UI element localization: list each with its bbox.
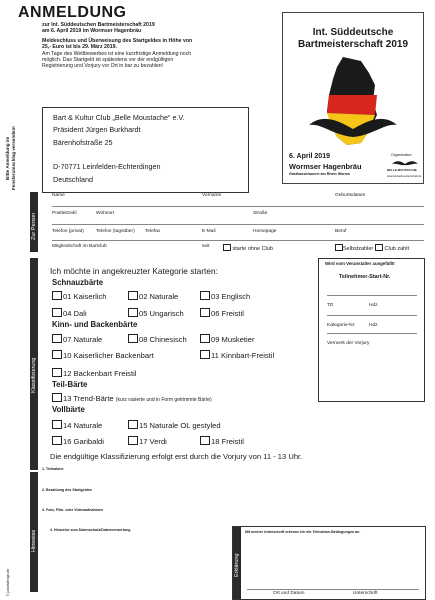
- erklaerung-label: Erklärung: [234, 553, 240, 577]
- category-15[interactable]: [128, 420, 221, 430]
- category-08-label: 08 Chinesisch: [139, 335, 187, 344]
- category-07-label: 07 Naturale: [63, 335, 103, 344]
- checkbox-03[interactable]: [200, 291, 210, 300]
- category-07[interactable]: [52, 334, 102, 344]
- header-line-2: am 6. April 2019 im Wormser Hagenbräu: [42, 28, 142, 34]
- label-geburtsdatum: Geburtsdatum: [335, 193, 366, 198]
- label-selbstzahler: Selbstzahler: [343, 246, 374, 252]
- poster-venue: Wormser Hagenbräu: [289, 162, 362, 171]
- category-09[interactable]: [200, 334, 254, 344]
- checkbox-04[interactable]: [52, 308, 62, 317]
- classification-band-label: Klassifizierung: [31, 357, 37, 393]
- category-04[interactable]: [52, 308, 87, 318]
- checkbox-11[interactable]: [200, 350, 210, 359]
- event-poster: [282, 12, 424, 184]
- checkbox-12[interactable]: [52, 368, 62, 377]
- deadline-line-1: Meldeschluss und Überweisung des Startgeldes in Höhe von: [42, 38, 193, 44]
- label-wohnort: Wohnort: [96, 211, 115, 216]
- classification-intro: Ich möchte in angekreuzter Kategorie starten:: [50, 266, 218, 276]
- category-01-label: 01 Kaiserlich: [63, 292, 107, 301]
- label-name: Name: [52, 193, 65, 198]
- hinweis-3-heading: 3. Foto, Film- oder Videoaufnahmen: [42, 508, 104, 512]
- category-18-label: 18 Freistil: [211, 437, 244, 446]
- poster-venue-sub: Gasthausbrauerei am Rhein Worms: [289, 172, 350, 176]
- label-seit: seit: [202, 244, 210, 249]
- category-05[interactable]: [128, 308, 184, 318]
- organizer-kategorie: Kategorie-Nr.: [327, 323, 356, 328]
- label-postleitzahl: Postleitzahl: [52, 211, 77, 216]
- category-01[interactable]: [52, 291, 106, 301]
- note-line-3: Registrierung und Vorjury vor Ort in bar zu bezahlen!: [42, 63, 164, 69]
- footer-credit: [6, 560, 12, 600]
- signature-line[interactable]: [247, 589, 419, 590]
- deadline-line-2: 25,- Euro ist bis 29. März 2019.: [42, 44, 117, 50]
- hinweise-band-label: Hinweise: [31, 529, 37, 552]
- row-line-1: [52, 206, 424, 207]
- checkbox-15[interactable]: [128, 420, 138, 429]
- category-04-label: 04 Dali: [63, 309, 87, 318]
- checkbox-17[interactable]: [128, 436, 138, 445]
- note-line-2: möglich. Das Startgeld ist spätestens vor der endgültigen: [42, 57, 174, 63]
- classification-final-note: Die endgültige Klassifizierung erfolgt erst durch die Vorjury von 11 - 13 Uhr.: [50, 452, 303, 461]
- checkbox-14[interactable]: [52, 420, 62, 429]
- hinweis-1-heading: 1. Teilnahme: [42, 467, 64, 471]
- footer-credit-text: © junahdesign.de: [6, 568, 10, 596]
- label-email: E-Mail: [202, 229, 216, 234]
- heading-kinn-backen: Kinn- und Backenbärte: [52, 320, 138, 329]
- checkbox-10[interactable]: [52, 350, 62, 359]
- organizer-vermerk: Vermerk der Vorjury: [327, 341, 370, 346]
- category-17-label: 17 Verdi: [139, 437, 167, 446]
- category-10-label: 10 Kaiserlicher Backenbart: [63, 351, 154, 360]
- address-line-3: Bärenhofstraße 25: [53, 138, 113, 147]
- consent-text: Mit meiner Unterschrift erkenne ich die Teilnahme-Bedingungen an.: [245, 530, 361, 534]
- category-17[interactable]: [128, 436, 167, 446]
- consent-box: [232, 526, 426, 600]
- checkbox-08[interactable]: [128, 334, 138, 343]
- category-10[interactable]: [52, 350, 154, 360]
- category-03[interactable]: [200, 291, 250, 301]
- organizer-heading: Wird vom Veranstalter ausgefüllt!: [325, 261, 395, 266]
- category-11-label: 11 Kinnbart-Freistil: [211, 351, 275, 360]
- category-15-label: 15 Naturale OL gestyled: [139, 421, 221, 430]
- header-line-1: zur Int. Süddeutschen Bartmeisterschaft 2019: [42, 22, 155, 28]
- category-06-label: 06 Freistil: [211, 309, 244, 318]
- note-line-1: Am Tage des Wettbewerbes ist eine kurzfristige Anmeldung noch: [42, 51, 192, 57]
- category-13-note: (kurz rasierte und in Form getrimmte Bärte): [115, 397, 212, 403]
- poster-title-2: Bartmeisterschaft 2019: [297, 39, 409, 50]
- label-mitgliedschaft: Mitgliedschaft im Bartclub: [52, 244, 107, 249]
- heading-teilbarte: Teil-Bärte: [52, 380, 88, 389]
- category-12-label: 12 Backenbart Freistil: [63, 369, 137, 378]
- poster-organizer-label: Organisation:: [391, 153, 413, 157]
- envelope-note-line-2: Fensterumschlag versenden!: [11, 126, 16, 190]
- page-title: ANMELDUNG: [18, 4, 127, 21]
- hinweise-band: [30, 472, 38, 592]
- person-band: [30, 192, 38, 252]
- category-14[interactable]: [52, 420, 102, 430]
- hinweis-4-heading: 4. Hinweise zum Datenschutz/Datenverwertung: [50, 528, 131, 532]
- label-telefon-privat: Telefon (privat): [52, 229, 84, 234]
- address-line-1: Bart & Kultur Club „Belle Moustache“ e.V.: [53, 113, 185, 122]
- envelope-note-line-1: Bitte Anmeldung im: [5, 136, 10, 180]
- club-moustache-logo: [391, 159, 419, 167]
- label-vorname: Vorname: [202, 193, 222, 198]
- address-line-5: Deutschland: [53, 175, 93, 184]
- category-08[interactable]: [128, 334, 187, 344]
- checkbox-01[interactable]: [52, 291, 62, 300]
- label-beruf: Beruf: [335, 229, 347, 234]
- organizer-line-1: [327, 295, 417, 296]
- category-09-label: 09 Musketier: [211, 335, 255, 344]
- classification-band: [30, 258, 38, 470]
- category-14-label: 14 Naturale: [63, 421, 103, 430]
- address-line-4: D-70771 Leinfelden-Echterdingen: [53, 162, 161, 171]
- checkbox-09[interactable]: [200, 334, 210, 343]
- checkbox-02[interactable]: [128, 291, 138, 300]
- erklaerung-band: [233, 527, 241, 599]
- checkbox-club-zahlt[interactable]: [375, 244, 383, 251]
- category-16[interactable]: [52, 436, 104, 446]
- category-11[interactable]: [200, 350, 274, 360]
- checkbox-16[interactable]: [52, 436, 62, 445]
- organizer-box: [318, 258, 425, 402]
- heading-vollbarte: Vollbärte: [52, 405, 85, 414]
- poster-date: 6. April 2019: [289, 153, 330, 160]
- category-13[interactable]: [52, 393, 212, 403]
- organizer-hdz: Hdz.: [369, 303, 379, 308]
- heading-schnauzbaerte: Schnauzbärte: [52, 278, 104, 287]
- label-homepage: Homepage: [253, 229, 277, 234]
- label-ort-datum: Ort und Datum: [273, 591, 305, 596]
- checkbox-05[interactable]: [128, 308, 138, 317]
- organizer-td: TD: [327, 303, 334, 308]
- category-03-label: 03 Englisch: [211, 292, 251, 301]
- checkbox-07[interactable]: [52, 334, 62, 343]
- germany-map-moustache-graphic: [303, 55, 403, 150]
- category-16-label: 16 Garibaldi: [63, 437, 104, 446]
- option-selbstzahler[interactable]: [335, 244, 373, 252]
- category-13-label: 13 Trend-Bärte: [63, 394, 114, 403]
- address-line-2: Präsident Jürgen Burkhardt: [53, 125, 141, 134]
- poster-title-1: Int. Süddeutsche: [312, 27, 394, 38]
- label-telefax: Telefax: [145, 229, 161, 234]
- label-unterschrift: Unterschrift: [353, 591, 378, 596]
- organizer-line-2: [327, 315, 417, 316]
- club-logo-text: BELLE MOUSTACHE: [387, 168, 417, 172]
- hinweis-2-heading: 2. Bezahlung des Startgeldes: [42, 488, 92, 492]
- option-club-zahlt[interactable]: [375, 244, 409, 252]
- organizer-hdz-2: Hdz.: [369, 323, 379, 328]
- poster-website: www.bartweltmeisterschaft.de: [387, 175, 422, 178]
- checkbox-starte-ohne-club[interactable]: [223, 244, 231, 251]
- checkbox-18[interactable]: [200, 436, 210, 445]
- checkbox-06[interactable]: [200, 308, 210, 317]
- label-club-zahlt: Club zahlt: [384, 246, 409, 252]
- row-line-2: [52, 224, 424, 225]
- category-06[interactable]: [200, 308, 244, 318]
- category-02-label: 02 Naturale: [139, 292, 179, 301]
- organizer-line-3: [327, 333, 417, 334]
- organizer-startnr: Teilnehmer-Start-Nr.: [339, 274, 391, 280]
- category-05-label: 05 Ungarisch: [139, 309, 184, 318]
- option-starte-ohne-club[interactable]: [223, 244, 273, 252]
- checkbox-selbstzahler[interactable]: [335, 244, 343, 251]
- label-telefon-tagsueber: Telefon (tagsüber): [96, 229, 135, 234]
- category-02[interactable]: [128, 291, 178, 301]
- label-starte-ohne-club: starte ohne Club: [232, 246, 273, 252]
- row-line-3: [52, 240, 424, 241]
- label-strasse: Straße: [253, 211, 268, 216]
- person-band-label: Zur Person: [31, 212, 37, 240]
- address-window: [42, 107, 249, 193]
- category-12[interactable]: [52, 368, 136, 378]
- checkbox-13[interactable]: [52, 393, 62, 402]
- category-18[interactable]: [200, 436, 244, 446]
